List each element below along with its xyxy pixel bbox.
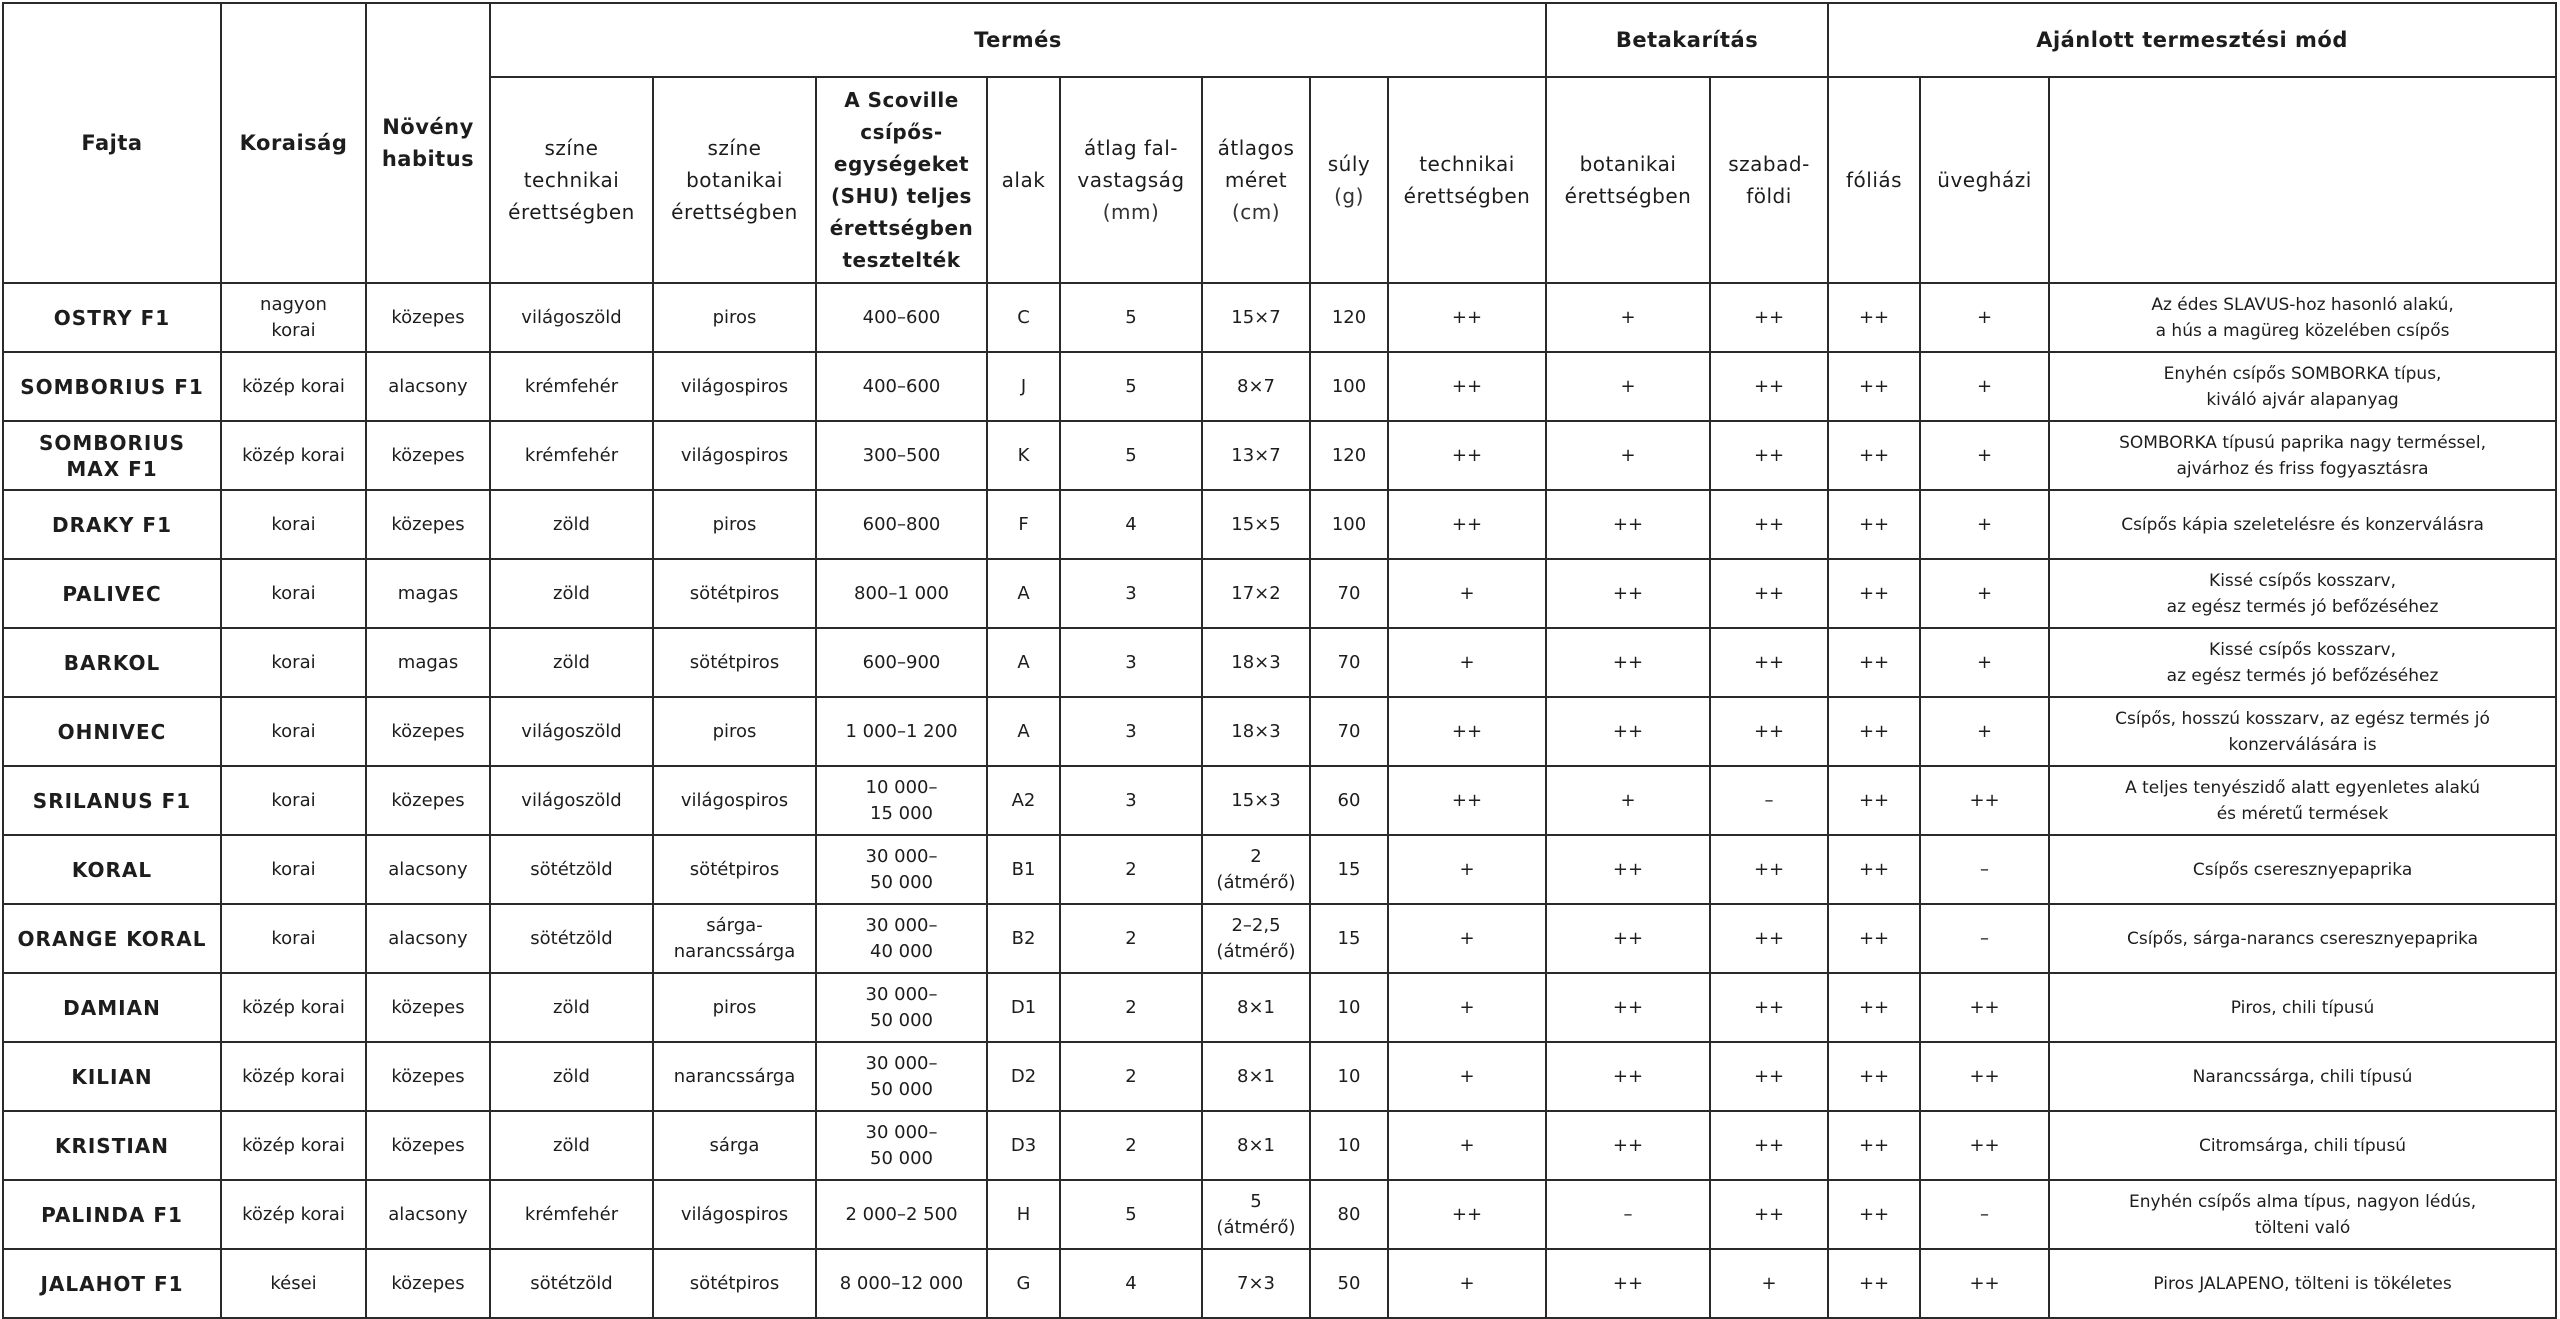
cell-open-field: ++	[1710, 904, 1828, 973]
cell-shape: D3	[987, 1111, 1060, 1180]
cell-color-technical: krémfehér	[490, 352, 653, 421]
cell-weight: 10	[1310, 1111, 1388, 1180]
cell-harvest-botanical: ++	[1546, 835, 1710, 904]
cell-scoville: 30 000– 50 000	[816, 1111, 987, 1180]
header-greenhouse: üvegházi	[1920, 77, 2049, 283]
cell-shape: D1	[987, 973, 1060, 1042]
cell-note: Enyhén csípős alma típus, nagyon lédús, tölteni való	[2049, 1180, 2556, 1249]
cell-color-botanical: világospiros	[653, 1180, 816, 1249]
cell-open-field: –	[1710, 766, 1828, 835]
cell-habit: alacsony	[366, 352, 490, 421]
cell-size: 8×1	[1202, 973, 1310, 1042]
cell-color-botanical: piros	[653, 697, 816, 766]
table-row	[3, 1042, 2556, 1111]
cell-open-field: ++	[1710, 697, 1828, 766]
cell-shape: B2	[987, 904, 1060, 973]
cell-note: A teljes tenyészidő alatt egyenletes alakú és méretű termések	[2049, 766, 2556, 835]
cell-habit: közepes	[366, 421, 490, 490]
cell-shape: K	[987, 421, 1060, 490]
cell-size: 2 (átmérő)	[1202, 835, 1310, 904]
table-row	[3, 559, 2556, 628]
cell-wall-thickness: 2	[1060, 835, 1202, 904]
cell-habit: közepes	[366, 973, 490, 1042]
cell-harvest-technical: ++	[1388, 421, 1546, 490]
header-shape: alak	[987, 77, 1060, 283]
cell-size: 5 (átmérő)	[1202, 1180, 1310, 1249]
cell-variety: KILIAN	[3, 1042, 221, 1111]
cell-wall-thickness: 3	[1060, 766, 1202, 835]
cell-earliness: korai	[221, 697, 366, 766]
cell-foil: ++	[1828, 766, 1920, 835]
cell-weight: 120	[1310, 421, 1388, 490]
cell-wall-thickness: 2	[1060, 1042, 1202, 1111]
cell-harvest-technical: ++	[1388, 766, 1546, 835]
cell-size: 15×5	[1202, 490, 1310, 559]
cell-variety: JALAHOT F1	[3, 1249, 221, 1318]
cell-earliness: korai	[221, 766, 366, 835]
cell-open-field: ++	[1710, 835, 1828, 904]
cell-earliness: korai	[221, 835, 366, 904]
cell-foil: ++	[1828, 559, 1920, 628]
cell-open-field: +	[1710, 1249, 1828, 1318]
cell-weight: 15	[1310, 904, 1388, 973]
cell-note: Enyhén csípős SOMBORKA típus, kiváló ajvár alapanyag	[2049, 352, 2556, 421]
cell-scoville: 1 000–1 200	[816, 697, 987, 766]
header-wall-unit: (mm)	[1102, 200, 1160, 224]
cell-earliness: közép korai	[221, 352, 366, 421]
cell-open-field: ++	[1710, 1111, 1828, 1180]
cell-earliness: korai	[221, 490, 366, 559]
cell-harvest-botanical: ++	[1546, 1249, 1710, 1318]
cell-note: Piros JALAPENO, tölteni is tökéletes	[2049, 1249, 2556, 1318]
cell-variety: PALINDA F1	[3, 1180, 221, 1249]
cell-greenhouse: +	[1920, 490, 2049, 559]
cell-wall-thickness: 5	[1060, 421, 1202, 490]
cell-wall-thickness: 5	[1060, 283, 1202, 352]
cell-weight: 50	[1310, 1249, 1388, 1318]
cell-harvest-botanical: +	[1546, 283, 1710, 352]
cell-color-botanical: sárga	[653, 1111, 816, 1180]
cell-harvest-technical: +	[1388, 1111, 1546, 1180]
cell-variety: DAMIAN	[3, 973, 221, 1042]
cell-greenhouse: –	[1920, 1180, 2049, 1249]
cell-color-technical: világoszöld	[490, 766, 653, 835]
cell-harvest-technical: +	[1388, 973, 1546, 1042]
table-row	[3, 766, 2556, 835]
cell-foil: ++	[1828, 1042, 1920, 1111]
cell-habit: közepes	[366, 283, 490, 352]
cell-wall-thickness: 2	[1060, 973, 1202, 1042]
cell-size: 8×1	[1202, 1111, 1310, 1180]
cell-foil: ++	[1828, 1180, 1920, 1249]
cell-harvest-technical: ++	[1388, 490, 1546, 559]
cell-size: 17×2	[1202, 559, 1310, 628]
cell-scoville: 800–1 000	[816, 559, 987, 628]
cell-weight: 70	[1310, 628, 1388, 697]
table-body	[3, 283, 2556, 1318]
table-row	[3, 904, 2556, 973]
cell-harvest-botanical: +	[1546, 421, 1710, 490]
cell-scoville: 8 000–12 000	[816, 1249, 987, 1318]
cell-wall-thickness: 5	[1060, 352, 1202, 421]
cell-foil: ++	[1828, 628, 1920, 697]
header-cultivation-group: Ajánlott termesztési mód	[1828, 3, 2556, 77]
cell-harvest-technical: +	[1388, 628, 1546, 697]
cell-shape: A	[987, 697, 1060, 766]
table-header	[3, 3, 2556, 283]
cell-color-technical: zöld	[490, 559, 653, 628]
cell-open-field: ++	[1710, 283, 1828, 352]
header-habit-line1: Növény	[382, 115, 474, 139]
header-earliness: Koraiság	[221, 3, 366, 283]
cell-color-technical: zöld	[490, 628, 653, 697]
header-size-label: átlagos méret	[1217, 136, 1295, 192]
cell-shape: C	[987, 283, 1060, 352]
cell-open-field: ++	[1710, 973, 1828, 1042]
cell-foil: ++	[1828, 421, 1920, 490]
header-color-botanical: színe botanikai érettségben	[653, 77, 816, 283]
cell-color-technical: zöld	[490, 1042, 653, 1111]
cell-weight: 10	[1310, 973, 1388, 1042]
header-size-unit: (cm)	[1231, 200, 1281, 224]
cell-size: 8×7	[1202, 352, 1310, 421]
cell-habit: közepes	[366, 766, 490, 835]
table-row	[3, 697, 2556, 766]
cell-greenhouse: ++	[1920, 1042, 2049, 1111]
cell-harvest-technical: ++	[1388, 283, 1546, 352]
cell-wall-thickness: 5	[1060, 1180, 1202, 1249]
cell-habit: közepes	[366, 490, 490, 559]
cell-greenhouse: ++	[1920, 1111, 2049, 1180]
cell-greenhouse: +	[1920, 352, 2049, 421]
cell-variety: SOMBORIUS MAX F1	[3, 421, 221, 490]
cell-variety: OSTRY F1	[3, 283, 221, 352]
cell-harvest-technical: +	[1388, 559, 1546, 628]
cell-greenhouse: +	[1920, 628, 2049, 697]
cell-color-botanical: piros	[653, 490, 816, 559]
cell-scoville: 400–600	[816, 283, 987, 352]
cell-weight: 80	[1310, 1180, 1388, 1249]
cell-variety: BARKOL	[3, 628, 221, 697]
header-open-field: szabad- földi	[1710, 77, 1828, 283]
cell-scoville: 10 000– 15 000	[816, 766, 987, 835]
cell-habit: közepes	[366, 697, 490, 766]
cell-wall-thickness: 3	[1060, 697, 1202, 766]
cell-scoville: 600–900	[816, 628, 987, 697]
header-harvest-technical: technikai érettségben	[1388, 77, 1546, 283]
cell-habit: alacsony	[366, 835, 490, 904]
cell-weight: 10	[1310, 1042, 1388, 1111]
cell-habit: alacsony	[366, 1180, 490, 1249]
cell-variety: SRILANUS F1	[3, 766, 221, 835]
cell-scoville: 400–600	[816, 352, 987, 421]
cell-shape: D2	[987, 1042, 1060, 1111]
header-weight-label: súly	[1327, 152, 1371, 176]
cell-harvest-botanical: ++	[1546, 1111, 1710, 1180]
cell-habit: közepes	[366, 1249, 490, 1318]
cell-color-technical: sötétzöld	[490, 904, 653, 973]
table-row	[3, 421, 2556, 490]
cell-color-botanical: világospiros	[653, 766, 816, 835]
cell-note: Csípős cseresznyepaprika	[2049, 835, 2556, 904]
cell-weight: 100	[1310, 490, 1388, 559]
cell-scoville: 30 000– 50 000	[816, 973, 987, 1042]
cell-weight: 70	[1310, 559, 1388, 628]
cell-size: 13×7	[1202, 421, 1310, 490]
cell-greenhouse: ++	[1920, 973, 2049, 1042]
cell-foil: ++	[1828, 973, 1920, 1042]
cell-wall-thickness: 2	[1060, 904, 1202, 973]
cell-color-botanical: sötétpiros	[653, 559, 816, 628]
cell-variety: SOMBORIUS F1	[3, 352, 221, 421]
cell-color-technical: krémfehér	[490, 1180, 653, 1249]
cell-foil: ++	[1828, 352, 1920, 421]
cell-color-technical: krémfehér	[490, 421, 653, 490]
table-row	[3, 283, 2556, 352]
cell-harvest-botanical: ++	[1546, 973, 1710, 1042]
cell-size: 15×3	[1202, 766, 1310, 835]
cell-note: Kissé csípős kosszarv, az egész termés jó befőzéséhez	[2049, 559, 2556, 628]
cell-harvest-botanical: +	[1546, 766, 1710, 835]
cell-shape: A2	[987, 766, 1060, 835]
cell-foil: ++	[1828, 697, 1920, 766]
header-variety: Fajta	[3, 3, 221, 283]
cell-color-technical: világoszöld	[490, 283, 653, 352]
cell-weight: 15	[1310, 835, 1388, 904]
cell-color-botanical: sötétpiros	[653, 628, 816, 697]
cell-open-field: ++	[1710, 352, 1828, 421]
cell-wall-thickness: 2	[1060, 1111, 1202, 1180]
cell-color-botanical: piros	[653, 973, 816, 1042]
cell-size: 18×3	[1202, 628, 1310, 697]
cell-habit: alacsony	[366, 904, 490, 973]
table-row	[3, 628, 2556, 697]
cell-color-botanical: sötétpiros	[653, 1249, 816, 1318]
header-weight	[1310, 77, 1388, 283]
cell-harvest-botanical: –	[1546, 1180, 1710, 1249]
cell-earliness: közép korai	[221, 1042, 366, 1111]
header-foil: fóliás	[1828, 77, 1920, 283]
cell-earliness: kései	[221, 1249, 366, 1318]
cell-shape: F	[987, 490, 1060, 559]
cell-greenhouse: +	[1920, 697, 2049, 766]
cell-wall-thickness: 4	[1060, 1249, 1202, 1318]
cell-harvest-botanical: ++	[1546, 559, 1710, 628]
cell-foil: ++	[1828, 1249, 1920, 1318]
cell-foil: ++	[1828, 283, 1920, 352]
cell-weight: 120	[1310, 283, 1388, 352]
cell-shape: A	[987, 628, 1060, 697]
cell-habit: közepes	[366, 1042, 490, 1111]
cell-foil: ++	[1828, 904, 1920, 973]
header-habit	[366, 3, 490, 283]
cell-scoville: 300–500	[816, 421, 987, 490]
cell-harvest-technical: ++	[1388, 1180, 1546, 1249]
cell-note: Kissé csípős kosszarv, az egész termés jó befőzéséhez	[2049, 628, 2556, 697]
header-size	[1202, 77, 1310, 283]
header-weight-unit: (g)	[1334, 184, 1364, 208]
header-scoville: A Scoville csípős- egységeket (SHU) teljes érettségben tesztelték	[816, 77, 987, 283]
cell-habit: magas	[366, 628, 490, 697]
cell-shape: A	[987, 559, 1060, 628]
cell-weight: 100	[1310, 352, 1388, 421]
cell-shape: B1	[987, 835, 1060, 904]
cell-earliness: közép korai	[221, 421, 366, 490]
cell-color-technical: sötétzöld	[490, 835, 653, 904]
table-row	[3, 973, 2556, 1042]
cell-harvest-botanical: ++	[1546, 904, 1710, 973]
cell-harvest-technical: +	[1388, 1042, 1546, 1111]
cell-harvest-technical: ++	[1388, 352, 1546, 421]
cell-size: 7×3	[1202, 1249, 1310, 1318]
cell-foil: ++	[1828, 1111, 1920, 1180]
cell-open-field: ++	[1710, 559, 1828, 628]
cell-greenhouse: ++	[1920, 766, 2049, 835]
cell-open-field: ++	[1710, 628, 1828, 697]
cell-size: 2–2,5 (átmérő)	[1202, 904, 1310, 973]
cell-harvest-technical: ++	[1388, 697, 1546, 766]
cell-open-field: ++	[1710, 1042, 1828, 1111]
cell-earliness: közép korai	[221, 1111, 366, 1180]
cell-shape: H	[987, 1180, 1060, 1249]
pepper-variety-table	[2, 2, 2557, 1319]
cell-harvest-technical: +	[1388, 904, 1546, 973]
cell-shape: G	[987, 1249, 1060, 1318]
table-row	[3, 1180, 2556, 1249]
cell-note: Az édes SLAVUS-hoz hasonló alakú, a hús a magüreg közelében csípős	[2049, 283, 2556, 352]
table-wrapper	[2, 2, 2557, 1319]
table-row	[3, 1249, 2556, 1318]
cell-greenhouse: +	[1920, 421, 2049, 490]
cell-color-technical: zöld	[490, 973, 653, 1042]
cell-weight: 70	[1310, 697, 1388, 766]
cell-wall-thickness: 4	[1060, 490, 1202, 559]
cell-note: Narancssárga, chili típusú	[2049, 1042, 2556, 1111]
cell-scoville: 2 000–2 500	[816, 1180, 987, 1249]
cell-size: 18×3	[1202, 697, 1310, 766]
cell-note: Piros, chili típusú	[2049, 973, 2556, 1042]
header-harvest-botanical: botanikai érettségben	[1546, 77, 1710, 283]
header-habit-line2: habitus	[381, 147, 475, 171]
cell-wall-thickness: 3	[1060, 559, 1202, 628]
cell-greenhouse: +	[1920, 283, 2049, 352]
cell-variety: KRISTIAN	[3, 1111, 221, 1180]
cell-variety: PALIVEC	[3, 559, 221, 628]
cell-earliness: korai	[221, 559, 366, 628]
cell-earliness: közép korai	[221, 1180, 366, 1249]
cell-habit: magas	[366, 559, 490, 628]
cell-harvest-botanical: ++	[1546, 1042, 1710, 1111]
cell-color-botanical: világospiros	[653, 352, 816, 421]
cell-color-technical: zöld	[490, 490, 653, 559]
cell-color-botanical: piros	[653, 283, 816, 352]
cell-harvest-botanical: ++	[1546, 628, 1710, 697]
cell-note: SOMBORKA típusú paprika nagy terméssel, ajvárhoz és friss fogyasztásra	[2049, 421, 2556, 490]
cell-earliness: korai	[221, 628, 366, 697]
cell-open-field: ++	[1710, 1180, 1828, 1249]
cell-earliness: közép korai	[221, 973, 366, 1042]
cell-greenhouse: –	[1920, 904, 2049, 973]
cell-greenhouse: +	[1920, 559, 2049, 628]
cell-variety: DRAKY F1	[3, 490, 221, 559]
cell-harvest-botanical: +	[1546, 352, 1710, 421]
cell-scoville: 30 000– 50 000	[816, 1042, 987, 1111]
cell-color-technical: világoszöld	[490, 697, 653, 766]
table-row	[3, 352, 2556, 421]
cell-color-botanical: sárga- narancssárga	[653, 904, 816, 973]
cell-open-field: ++	[1710, 421, 1828, 490]
header-wall-thickness	[1060, 77, 1202, 283]
cell-shape: J	[987, 352, 1060, 421]
cell-harvest-technical: +	[1388, 1249, 1546, 1318]
cell-harvest-botanical: ++	[1546, 697, 1710, 766]
cell-wall-thickness: 3	[1060, 628, 1202, 697]
cell-foil: ++	[1828, 835, 1920, 904]
cell-note: Csípős, sárga-narancs cseresznyepaprika	[2049, 904, 2556, 973]
cell-variety: KORAL	[3, 835, 221, 904]
header-harvest-group: Betakarítás	[1546, 3, 1828, 77]
cell-open-field: ++	[1710, 490, 1828, 559]
cell-earliness: nagyon korai	[221, 283, 366, 352]
cell-color-technical: zöld	[490, 1111, 653, 1180]
cell-variety: OHNIVEC	[3, 697, 221, 766]
cell-scoville: 600–800	[816, 490, 987, 559]
table-row	[3, 835, 2556, 904]
cell-harvest-botanical: ++	[1546, 490, 1710, 559]
cell-earliness: korai	[221, 904, 366, 973]
cell-note: Csípős, hosszú kosszarv, az egész termés jó konzerválására is	[2049, 697, 2556, 766]
cell-size: 15×7	[1202, 283, 1310, 352]
cell-scoville: 30 000– 40 000	[816, 904, 987, 973]
cell-note: Csípős kápia szeletelésre és konzerválásra	[2049, 490, 2556, 559]
cell-color-botanical: világospiros	[653, 421, 816, 490]
cell-weight: 60	[1310, 766, 1388, 835]
header-color-technical: színe technikai érettségben	[490, 77, 653, 283]
cell-color-technical: sötétzöld	[490, 1249, 653, 1318]
cell-greenhouse: –	[1920, 835, 2049, 904]
cell-variety: ORANGE KORAL	[3, 904, 221, 973]
cell-size: 8×1	[1202, 1042, 1310, 1111]
table-row	[3, 490, 2556, 559]
header-fruit-group: Termés	[490, 3, 1546, 77]
cell-color-botanical: narancssárga	[653, 1042, 816, 1111]
cell-habit: közepes	[366, 1111, 490, 1180]
cell-foil: ++	[1828, 490, 1920, 559]
cell-greenhouse: ++	[1920, 1249, 2049, 1318]
header-wall-label: átlag fal- vastagság	[1077, 136, 1185, 192]
cell-harvest-technical: +	[1388, 835, 1546, 904]
cell-color-botanical: sötétpiros	[653, 835, 816, 904]
cell-scoville: 30 000– 50 000	[816, 835, 987, 904]
table-row	[3, 1111, 2556, 1180]
cell-note: Citromsárga, chili típusú	[2049, 1111, 2556, 1180]
